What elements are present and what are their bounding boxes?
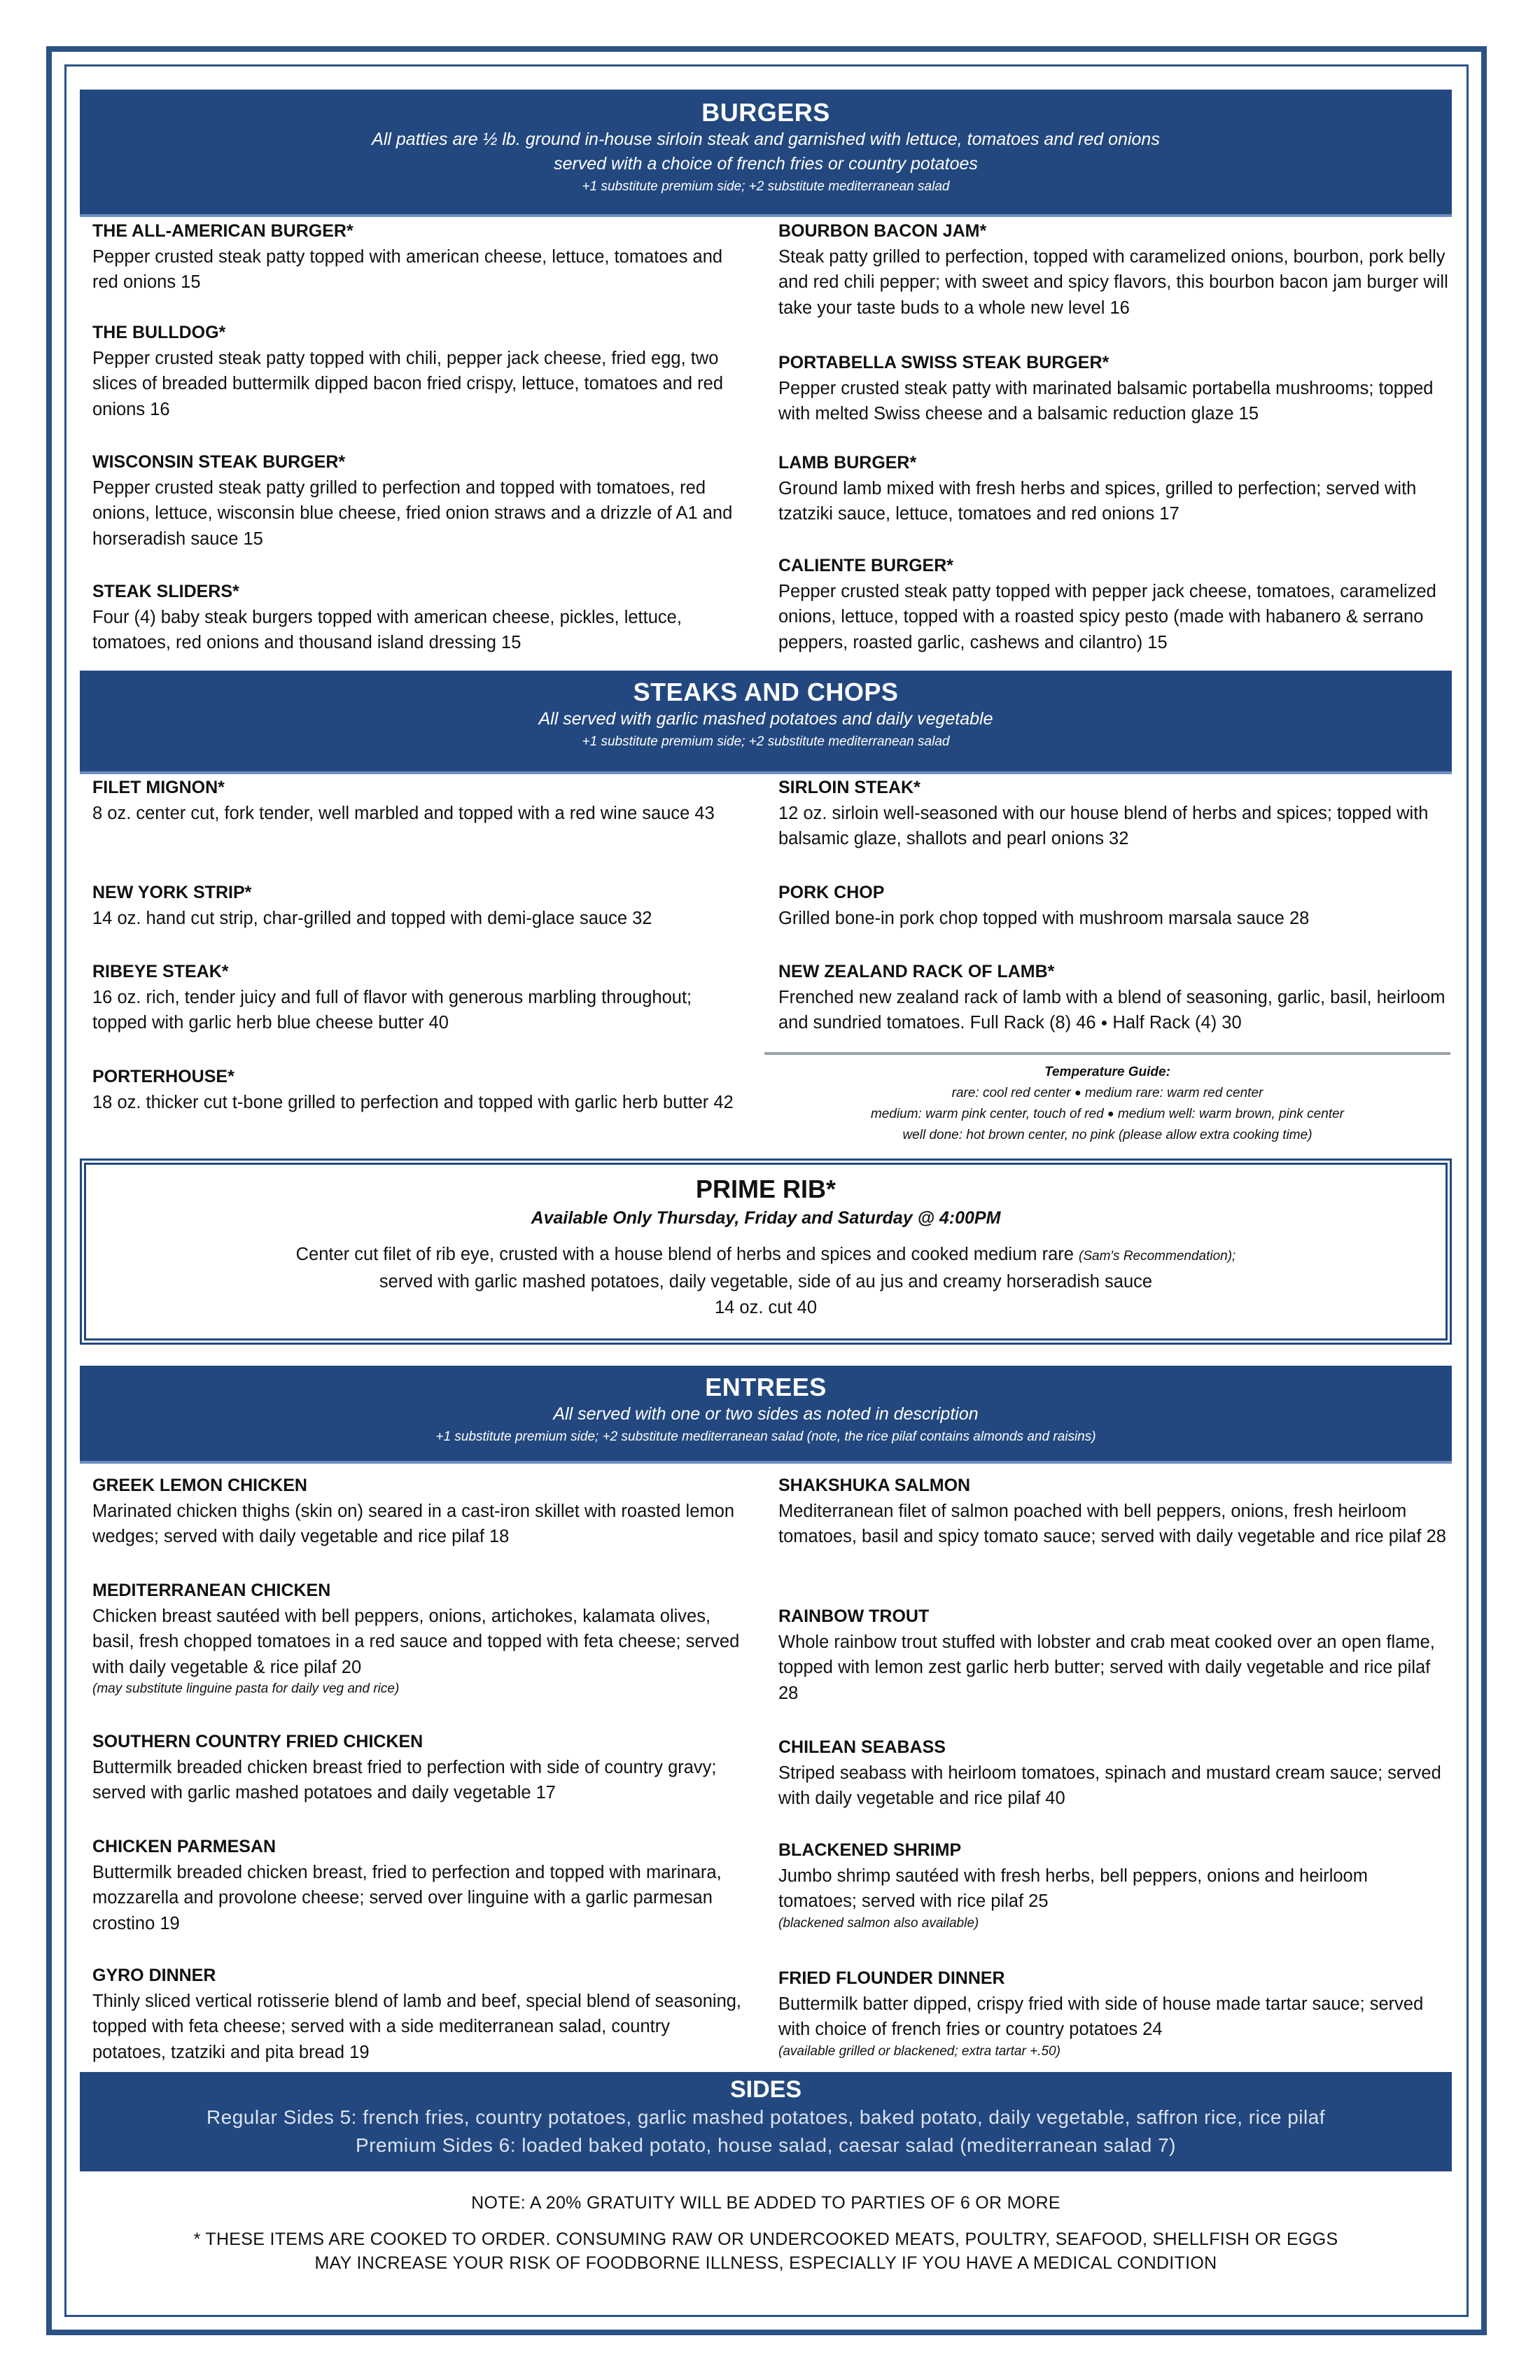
burgers-note: +1 substitute premium side; +2 substitute mediterranean salad: [582, 179, 950, 194]
temperature-well-done: well done: hot brown center, no pink (please allow extra cooking time): [902, 1128, 1312, 1143]
menu-item: [778, 1735, 1450, 1812]
sides-box: [80, 2072, 1452, 2171]
menu-item: [92, 959, 743, 1036]
burgers-subtitle-2: served with a choice of french fries or country potatoes: [554, 154, 978, 174]
item-name: BOURBON BACON JAM*: [778, 221, 987, 241]
item-desc: Thinly sliced vertical rotisserie blend of lamb and beef, special blend of seasoning, topped with feta cheese; served with a side mediterranean salad, country potatoes, tzatziki and pita bread 19: [92, 1991, 742, 2062]
item-name: PORTERHOUSE*: [92, 1067, 234, 1086]
menu-item: [778, 350, 1450, 427]
menu-item: [92, 218, 743, 295]
item-desc-part: Frenched new zealand rack of lamb with a blend of seasoning, garlic, basil, heirloom and sundried tomatoes. Full Rack (8) 46: [778, 987, 1446, 1032]
item-desc: 8 oz. center cut, fork tender, well marbled and topped with a red wine sauce 43: [92, 803, 715, 823]
food-warning-line: MAY INCREASE YOUR RISK OF FOODBORNE ILLNESS, ESPECIALLY IF YOU HAVE A MEDICAL CONDITION: [314, 2253, 1217, 2273]
temperature-line: [764, 1083, 1450, 1104]
temperature-guide-title: Temperature Guide:: [1044, 1065, 1170, 1079]
item-desc: Striped seabass with heirloom tomatoes, spinach and mustard cream sauce; served with daily vegetable and rice pilaf 40: [778, 1763, 1441, 1808]
menu-item: [778, 959, 1450, 1037]
burgers-subtitle: All patties are ½ lb. ground in-house sirloin steak and garnished with lettuce, tomatoes and red onions: [372, 130, 1160, 149]
menu-item: [92, 880, 743, 931]
menu-item: [92, 1473, 743, 1550]
steaks-subtitle: All served with garlic mashed potatoes and daily vegetable: [538, 709, 993, 729]
temperature-rare: rare: cool red center: [951, 1086, 1071, 1101]
item-desc: Pepper crusted steak patty topped with chili, pepper jack cheese, fried egg, two slices of breaded buttermilk dipped bacon fried crispy, lettuce, tomatoes and red onions 16: [92, 348, 724, 419]
temperature-medium-rare: medium rare: warm red center: [1084, 1086, 1264, 1101]
item-desc: Steak patty grilled to perfection, topped with caramelized onions, bourbon, pork belly and red chili pepper; with sweet and spicy flavors, this bourbon bacon jam burger will take your taste buds to a whole new level 16: [778, 246, 1448, 318]
menu-item: [92, 1963, 743, 2065]
food-warning: [80, 2227, 1452, 2275]
entrees-subtitle: All served with one or two sides as noted in description: [553, 1404, 979, 1424]
burgers-header: [80, 90, 1452, 217]
temperature-guide: [764, 1052, 1450, 1146]
temperature-medium: medium: warm pink center, touch of red: [870, 1107, 1104, 1122]
prime-rib-availability: Available Only Thursday, Friday and Saturday @ 4:00PM: [531, 1208, 1001, 1228]
item-desc: Buttermilk breaded chicken breast, fried to perfection and topped with marinara, mozzarella and provolone cheese; served over linguine with a garlic parmesan crostino 19: [92, 1862, 722, 1933]
item-note: (blackened salmon also available): [778, 1915, 979, 1931]
item-desc: Buttermilk batter dipped, crispy fried with side of house made tartar sauce; served with choice of french fries or country potatoes 24: [778, 1994, 1424, 2039]
item-name: SOUTHERN COUNTRY FRIED CHICKEN: [92, 1732, 424, 1751]
item-name: SHAKSHUKA SALMON: [778, 1476, 971, 1495]
menu-item: [92, 320, 743, 422]
item-desc: Ground lamb mixed with fresh herbs and spices, grilled to perfection; served with tzatziki sauce, lettuce, tomatoes and red onions 17: [778, 478, 1417, 524]
item-name: THE ALL-AMERICAN BURGER*: [92, 221, 354, 241]
item-name: RAINBOW TROUT: [778, 1606, 930, 1626]
item-name: WISCONSIN STEAK BURGER*: [92, 452, 346, 472]
prime-rib-title: PRIME RIB*: [695, 1175, 836, 1203]
item-name: LAMB BURGER*: [778, 453, 917, 472]
item-desc: Four (4) baby steak burgers topped with american cheese, pickles, lettuce, tomatoes, red onions and thousand island dressing 15: [92, 607, 682, 652]
steaks-note: +1 substitute premium side; +2 substitute mediterranean salad: [582, 734, 950, 749]
menu-item: [92, 579, 743, 656]
entrees-title: ENTREES: [705, 1373, 827, 1401]
menu-item: [778, 218, 1450, 321]
item-name: FRIED FLOUNDER DINNER: [778, 1968, 1005, 1988]
item-name: PORK CHOP: [778, 883, 885, 902]
item-name: RIBEYE STEAK*: [92, 962, 229, 981]
bullet-icon: ●: [1107, 1108, 1114, 1121]
menu-item: [778, 1604, 1450, 1706]
item-name: THE BULLDOG*: [92, 323, 226, 342]
steaks-title: STEAKS AND CHOPS: [633, 678, 899, 706]
menu-item: [92, 1578, 743, 1698]
item-name: CHICKEN PARMESAN: [92, 1837, 276, 1856]
sides-title: SIDES: [729, 2076, 802, 2103]
item-name: MEDITERRANEAN CHICKEN: [92, 1581, 331, 1600]
item-name: GYRO DINNER: [92, 1966, 216, 1985]
temperature-line: [764, 1104, 1450, 1125]
menu-item: [778, 553, 1450, 655]
item-name: NEW YORK STRIP*: [92, 883, 252, 902]
item-name: PORTABELLA SWISS STEAK BURGER*: [778, 353, 1110, 372]
item-desc: [778, 985, 1450, 1037]
food-warning-line: * THESE ITEMS ARE COOKED TO ORDER. CONSUMING RAW OR UNDERCOOKED MEATS, POULTRY, SEAFOOD, SHELLFISH OR EGGS: [193, 2230, 1338, 2249]
item-name: STEAK SLIDERS*: [92, 582, 239, 601]
menu-item: [92, 449, 743, 552]
entrees-note: +1 substitute premium side; +2 substitute mediterranean salad (note, the rice pilaf contains almonds and raisins): [435, 1429, 1096, 1444]
item-desc: Chicken breast sautéed with bell peppers, onions, artichokes, kalamata olives, basil, fresh chopped tomatoes in a red sauce and topped with feta cheese; served with daily vegetable & rice pilaf 20: [92, 1606, 740, 1677]
entrees-header: [80, 1366, 1452, 1464]
item-note: (available grilled or blackened; extra tartar +.50): [778, 2043, 1060, 2059]
item-desc: Whole rainbow trout stuffed with lobster and crab meat cooked over an open flame, topped with lemon zest garlic herb butter; served with daily vegetable and rice pilaf 28: [778, 1632, 1435, 1703]
item-name: NEW ZEALAND RACK OF LAMB*: [778, 962, 1055, 981]
item-desc: Pepper crusted steak patty with marinated balsamic portabella mushrooms; topped with melted Swiss cheese and a balsamic reduction glaze 15: [778, 378, 1434, 424]
burgers-title: BURGERS: [701, 98, 830, 127]
item-desc: Pepper crusted steak patty grilled to perfection and topped with tomatoes, red onions, lettuce, wisconsin blue cheese, fried onion straws and a drizzle of A1 and horseradish sauce 15: [92, 477, 733, 549]
item-desc: Marinated chicken thighs (skin on) seared in a cast-iron skillet with roasted lemon wedges; served with daily vegetable and rice pilaf 18: [92, 1501, 735, 1546]
item-desc: Jumbo shrimp sautéed with fresh herbs, bell peppers, onions and heirloom tomatoes; served with rice pilaf 25: [778, 1865, 1368, 1911]
prime-rib-recommendation: (Sam's Recommendation);: [1079, 1249, 1236, 1264]
menu-item: [778, 1473, 1450, 1550]
item-desc: Mediterranean filet of salmon poached with bell peppers, onions, fresh heirloom tomatoes, basil and spicy tomato sauce; served with daily vegetable and rice pilaf 28: [778, 1501, 1446, 1546]
item-name: CALIENTE BURGER*: [778, 556, 954, 575]
menu-item: [92, 775, 743, 826]
menu-item: [92, 1834, 743, 1936]
prime-rib-desc-2: served with garlic mashed potatoes, daily vegetable, side of au jus and creamy horseradish sauce: [379, 1272, 1153, 1292]
menu-item: [778, 1837, 1450, 1933]
bullet-icon: ●: [1100, 1017, 1108, 1030]
item-name: BLACKENED SHRIMP: [778, 1840, 962, 1860]
item-name: GREEK LEMON CHICKEN: [92, 1476, 307, 1495]
menu-item: [778, 880, 1450, 931]
prime-rib-box: [80, 1158, 1452, 1345]
steaks-header: [80, 671, 1452, 774]
item-desc: 14 oz. hand cut strip, char-grilled and topped with demi-glace sauce 32: [92, 908, 652, 928]
item-name: SIRLOIN STEAK*: [778, 778, 920, 797]
prime-rib-price: 14 oz. cut 40: [714, 1298, 817, 1317]
menu-item: [92, 1064, 743, 1115]
item-desc: 12 oz. sirloin well-seasoned with our house blend of herbs and spices; topped with balsamic glaze, shallots and pearl onions 32: [778, 803, 1429, 848]
temperature-medium-well: medium well: warm brown, pink center: [1117, 1107, 1344, 1122]
item-desc: 16 oz. rich, tender juicy and full of flavor with generous marbling throughout; topped with garlic herb blue cheese butter 40: [92, 987, 692, 1032]
prime-rib-desc-1: Center cut filet of rib eye, crusted with a house blend of herbs and spices and cooked medium rare: [295, 1245, 1074, 1264]
item-desc: Buttermilk breaded chicken breast fried to perfection with side of country gravy; served with garlic mashed potatoes and daily vegetable 17: [92, 1757, 717, 1802]
bullet-icon: ●: [1074, 1087, 1082, 1099]
item-desc-part: Half Rack (4) 30: [1112, 1013, 1242, 1032]
item-desc: 18 oz. thicker cut t-bone grilled to perfection and topped with garlic herb butter 42: [92, 1092, 734, 1112]
item-desc: Pepper crusted steak patty topped with pepper jack cheese, tomatoes, caramelized onions, lettuce, topped with a roasted spicy pesto (made with habanero & serrano peppers, roasted garlic, cashews and cilantro) 15: [778, 581, 1436, 652]
premium-sides: Premium Sides 6: loaded baked potato, house salad, caesar salad (mediterranean salad 7): [356, 2134, 1176, 2156]
regular-sides: Regular Sides 5: french fries, country potatoes, garlic mashed potatoes, baked potato, daily vegetable, saffron rice, rice pilaf: [206, 2106, 1326, 2128]
item-desc: Pepper crusted steak patty topped with american cheese, lettuce, tomatoes and red onions 15: [92, 246, 723, 292]
item-desc: Grilled bone-in pork chop topped with mushroom marsala sauce 28: [778, 908, 1310, 928]
item-name: FILET MIGNON*: [92, 778, 225, 797]
menu-item: [778, 1966, 1450, 2061]
gratuity-note: NOTE: A 20% GRATUITY WILL BE ADDED TO PARTIES OF 6 OR MORE: [471, 2193, 1060, 2213]
menu-item: [92, 1729, 743, 1806]
item-note: (may substitute linguine pasta for daily veg and rice): [92, 1681, 400, 1696]
menu-item: [778, 450, 1450, 527]
menu-item: [778, 775, 1450, 852]
item-name: CHILEAN SEABASS: [778, 1737, 946, 1757]
prime-rib-desc: [86, 1242, 1446, 1321]
